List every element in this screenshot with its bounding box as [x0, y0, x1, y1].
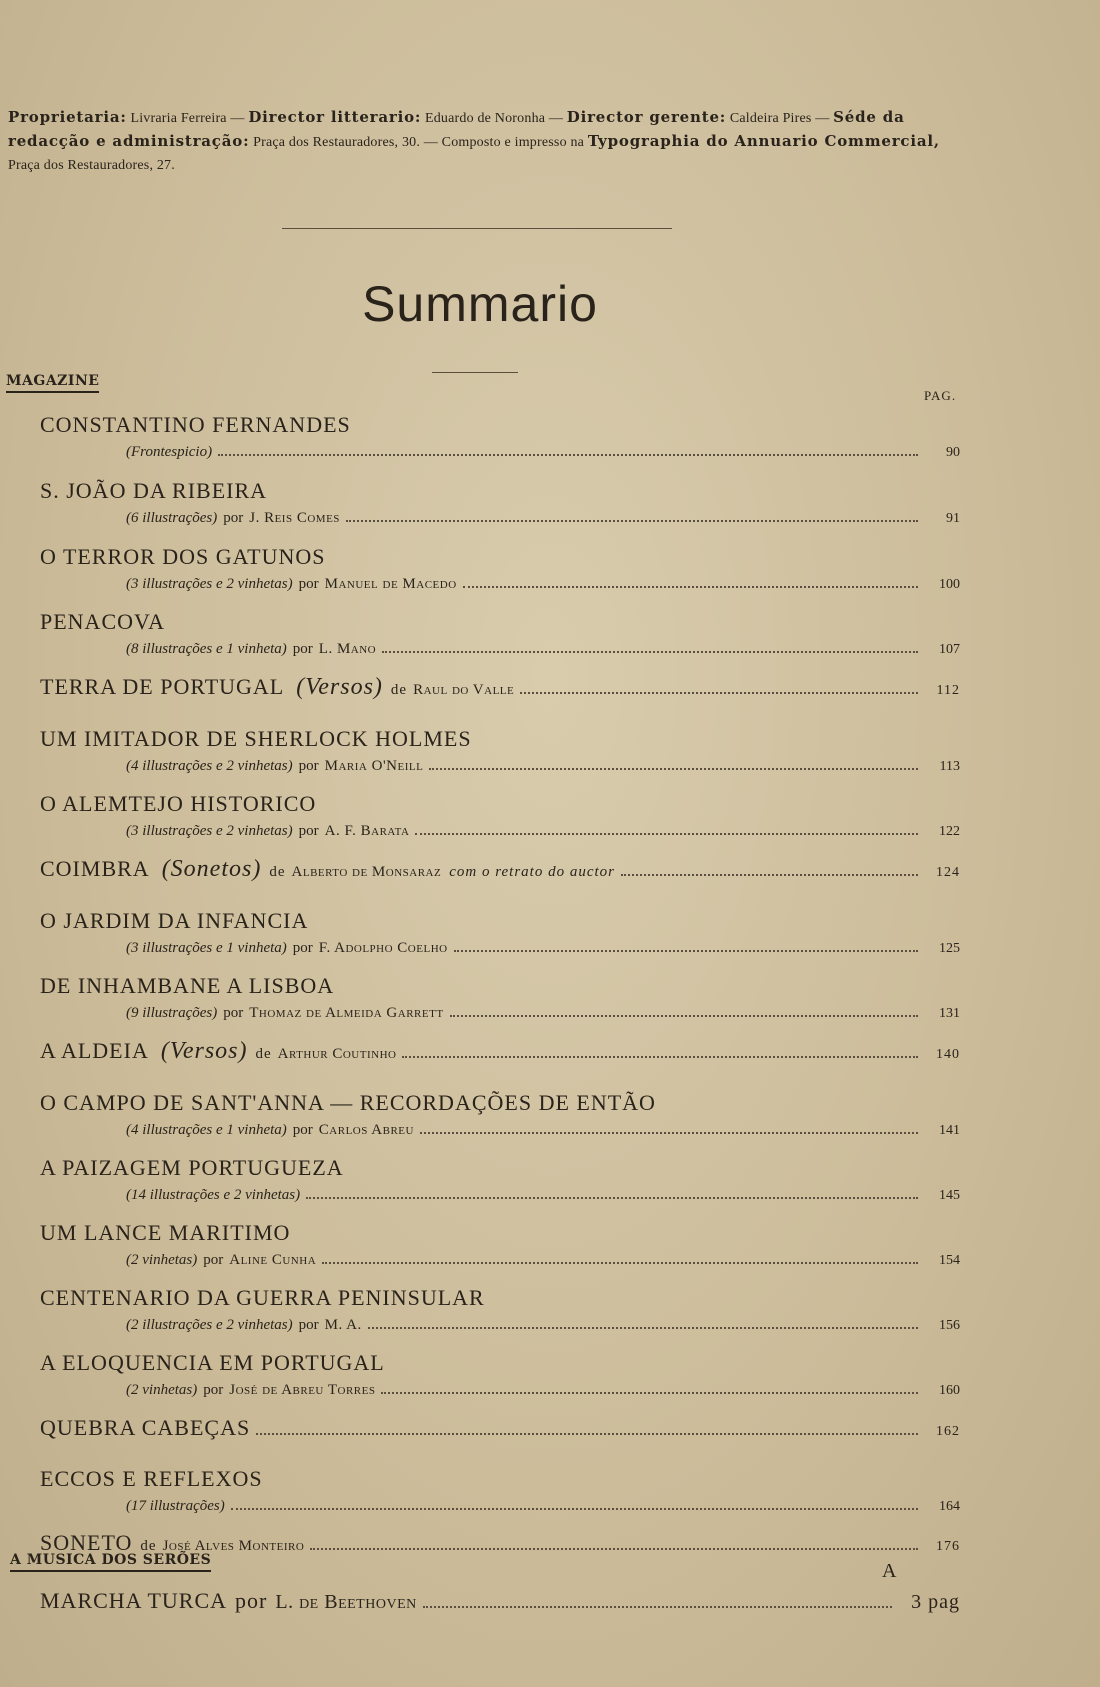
entry-illustrations: (2 vinhetas) — [126, 1252, 198, 1268]
entry-page: 176 — [936, 1539, 960, 1554]
leader-dots — [520, 692, 918, 694]
entry-page: 160 — [939, 1383, 960, 1398]
music-composer: L. de Beethoven — [275, 1591, 417, 1613]
leader-dots — [306, 1197, 918, 1199]
director-litterario-value: Eduardo de Noronha — — [424, 111, 564, 126]
entry-page: 107 — [939, 642, 960, 657]
leader-dots — [402, 1056, 918, 1058]
leader-dots — [382, 651, 918, 653]
entry-title: ECCOS E REFLEXOS — [40, 1466, 263, 1491]
signature-mark: A — [882, 1560, 897, 1582]
entry-illustrations: (4 illustrações e 1 vinheta) — [126, 1122, 287, 1138]
entry-by: por — [203, 1382, 224, 1398]
entry-genre: (Versos) — [296, 674, 383, 700]
magazine-heading: MAGAZINE — [6, 373, 99, 393]
page-title: Summario — [362, 276, 598, 332]
entry-author: F. Adolpho Coelho — [318, 940, 448, 956]
leader-dots — [463, 586, 918, 588]
entry-by: por — [223, 510, 244, 526]
entry-title: O ALEMTEJO HISTORICO — [40, 791, 317, 816]
leader-dots — [423, 1606, 892, 1608]
entry-page: 113 — [939, 759, 960, 774]
music-pages: 3 pag — [911, 1591, 960, 1613]
entry-by: por — [298, 758, 319, 774]
entry-title: A ALDEIA — [40, 1038, 149, 1063]
entry-illustrations: (Frontespicio) — [126, 444, 213, 460]
sede-value: Praça dos Restauradores, 30. — Composto e impresso na — [253, 135, 585, 150]
entry-page: 162 — [936, 1424, 960, 1439]
entry-title: UM IMITADOR DE SHERLOCK HOLMES — [40, 726, 472, 751]
entry-page: 145 — [939, 1188, 960, 1203]
entry-illustrations: (3 illustrações e 1 vinheta) — [126, 940, 287, 956]
proprietaria-label: Proprietaria: — [8, 108, 127, 126]
entry-page: 124 — [936, 865, 960, 880]
entry-by: por — [298, 823, 319, 839]
entry-by: por — [292, 1122, 313, 1138]
entry-by: por — [292, 940, 313, 956]
leader-dots — [368, 1327, 918, 1329]
typographia-address: Praça dos Restauradores, 27. — [8, 158, 175, 173]
leader-dots — [420, 1132, 918, 1134]
leader-dots — [218, 454, 918, 456]
entry-page: 90 — [946, 445, 960, 460]
leader-dots — [454, 950, 918, 952]
entry-illustrations: (2 vinhetas) — [126, 1382, 198, 1398]
entry-author: Alberto de Monsaraz — [291, 864, 442, 880]
entry-illustrations: (8 illustrações e 1 vinheta) — [126, 641, 287, 657]
entry-title: QUEBRA CABEÇAS — [40, 1415, 251, 1440]
entry-illustrations: (14 illustrações e 2 vinhetas) — [126, 1187, 301, 1203]
director-gerente-label: Director gerente: — [566, 108, 727, 126]
entry-by: de — [255, 1046, 272, 1062]
director-gerente-value: Caldeira Pires — — [729, 111, 830, 126]
entry-author: J. Reis Comes — [249, 510, 340, 526]
proprietaria-value: Livraria Ferreira — — [130, 111, 245, 126]
entry-page: 140 — [936, 1047, 960, 1062]
entry-author: José Alves Monteiro — [162, 1538, 305, 1554]
entry-by: por — [203, 1252, 224, 1268]
entry-title: S. JOÃO DA RIBEIRA — [40, 478, 268, 503]
leader-dots — [346, 520, 918, 522]
entry-illustrations: (17 illustrações) — [126, 1498, 225, 1514]
entry-note: com o retrato do auctor — [449, 864, 615, 880]
entry-title: O CAMPO DE SANT'ANNA — RECORDAÇÕES DE ENTÃO — [40, 1090, 656, 1115]
entry-page: 164 — [939, 1499, 960, 1514]
leader-dots — [429, 768, 918, 770]
entry-author: L. Mano — [318, 641, 377, 657]
leader-dots — [310, 1548, 918, 1550]
entry-author: Thomaz de Almeida Garrett — [249, 1005, 444, 1021]
entry-author: Aline Cunha — [229, 1252, 317, 1268]
entry-illustrations: (3 illustrações e 2 vinhetas) — [126, 576, 293, 592]
director-litterario-label: Director litterario: — [248, 108, 422, 126]
leader-dots — [381, 1392, 918, 1394]
leader-dots — [450, 1015, 918, 1017]
sede-label: Séde da redacção e administração: — [8, 108, 905, 150]
entry-author: Arthur Coutinho — [277, 1046, 397, 1062]
entry-page: 156 — [939, 1318, 960, 1333]
entry-by: de — [269, 864, 286, 880]
entry-title: A ELOQUENCIA EM PORTUGAL — [40, 1350, 385, 1375]
entry-author: Carlos Abreu — [318, 1122, 414, 1138]
entry-title: A PAIZAGEM PORTUGUEZA — [40, 1155, 344, 1180]
entry-author: Maria O'Neill — [324, 758, 424, 774]
entry-by: por — [298, 576, 319, 592]
divider-top — [282, 228, 672, 229]
entry-title: TERRA DE PORTUGAL — [40, 674, 285, 699]
leader-dots — [621, 874, 918, 876]
entry-page: 154 — [939, 1253, 960, 1268]
leader-dots — [322, 1262, 918, 1264]
entry-illustrations: (2 illustrações e 2 vinhetas) — [126, 1317, 293, 1333]
entry-by: de — [140, 1538, 157, 1554]
entry-title: UM LANCE MARITIMO — [40, 1220, 291, 1245]
entry-page: 100 — [939, 577, 960, 592]
music-heading: A MUSICA DOS SERÕES — [10, 1552, 211, 1572]
entry-page: 112 — [936, 683, 960, 698]
entry-page: 122 — [939, 824, 960, 839]
entry-author: A. F. Barata — [324, 823, 410, 839]
pag-column-label: PAG. — [924, 388, 957, 403]
leader-dots — [231, 1508, 918, 1510]
entry-by: por — [298, 1317, 319, 1333]
entry-author: Manuel de Macedo — [324, 576, 457, 592]
music-by: por — [235, 1588, 268, 1613]
entry-illustrations: (4 illustrações e 2 vinhetas) — [126, 758, 293, 774]
entry-page: 131 — [939, 1006, 960, 1021]
divider-title — [432, 372, 518, 373]
typographia-label: Typographia do Annuario Commercial, — [587, 132, 940, 150]
entry-title: O TERROR DOS GATUNOS — [40, 544, 326, 569]
entry-genre: (Versos) — [160, 1038, 248, 1064]
entry-illustrations: (9 illustrações) — [126, 1005, 218, 1021]
entry-by: de — [390, 682, 408, 698]
entry-title: CENTENARIO DA GUERRA PENINSULAR — [40, 1285, 485, 1310]
entry-page: 125 — [939, 941, 960, 956]
entry-page: 141 — [939, 1123, 960, 1138]
entry-title: O JARDIM DA INFANCIA — [40, 908, 309, 933]
leader-dots — [415, 833, 918, 835]
entry-title: SONETO — [40, 1530, 133, 1555]
entry-title: PENACOVA — [40, 609, 165, 634]
masthead — [8, 106, 968, 177]
entry-author: M. A. — [324, 1317, 362, 1333]
entry-genre: (Sonetos) — [161, 856, 262, 882]
entry-page: 91 — [946, 511, 960, 526]
entry-author: José de Abreu Torres — [229, 1382, 376, 1398]
music-title: MARCHA TURCA — [40, 1588, 228, 1613]
entry-by: por — [292, 641, 313, 657]
leader-dots — [256, 1433, 918, 1435]
entry-author: Raul do Valle — [413, 682, 515, 698]
entry-illustrations: (6 illustrações) — [126, 510, 218, 526]
entry-title: COIMBRA — [40, 856, 150, 881]
entry-by: por — [223, 1005, 244, 1021]
entry-illustrations: (3 illustrações e 2 vinhetas) — [126, 823, 293, 839]
entry-title: DE INHAMBANE A LISBOA — [40, 973, 335, 998]
entry-title: CONSTANTINO FERNANDES — [40, 412, 351, 437]
